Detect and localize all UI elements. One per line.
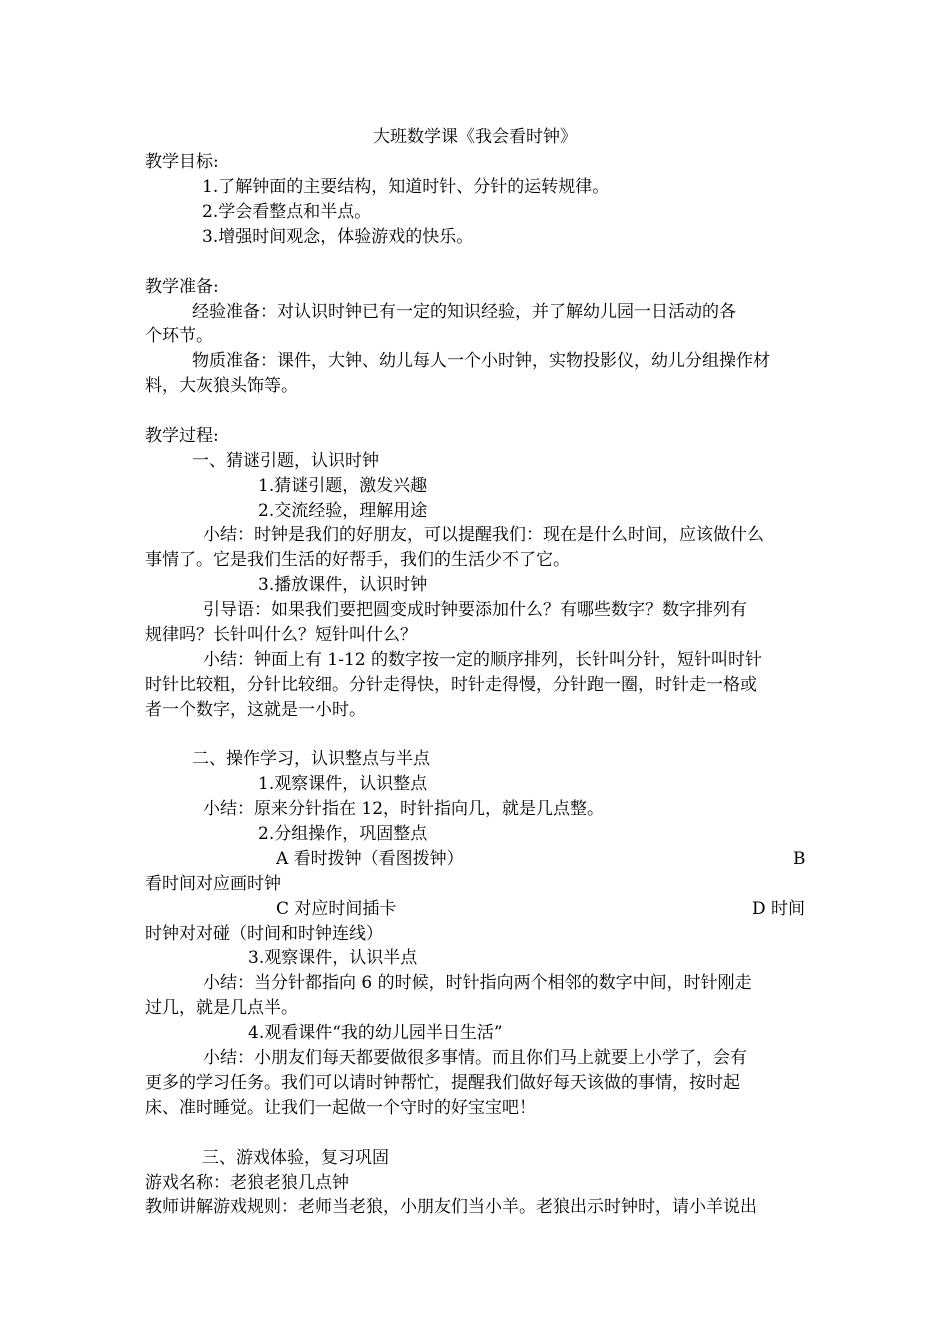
prep-experience-line2: 个环节。 (145, 326, 213, 346)
part3-rules-line1: 教师讲解游戏规则：老师当老狼，小朋友们当小羊。老狼出示时钟时，请小羊说出 (145, 1197, 757, 1217)
prep-material-line2: 料，大灰狼头饰等。 (145, 376, 298, 396)
part2-step4: 4.观看课件“我的幼儿园半日生活” (248, 1023, 503, 1043)
part2-step1: 1.观察课件，认识整点 (258, 774, 428, 794)
part2-option-b-text: 看时间对应画时钟 (145, 874, 281, 894)
page-title: 大班数学课《我会看时钟》 (373, 127, 577, 147)
part2-option-d-text: 时钟对对碰（时间和时钟连线） (145, 924, 383, 944)
part2-summary3-line1: 小结：小朋友们每天都要做很多事情。而且你们马上就要上小学了，会有 (203, 1048, 747, 1068)
part2-option-b-letter: B (793, 849, 806, 869)
part2-summary2-line2: 过几，就是几点半。 (145, 998, 298, 1018)
part2-step2: 2.分组操作，巩固整点 (258, 824, 428, 844)
part1-summary2-line3: 者一个数字，这就是一小时。 (145, 700, 366, 720)
part1-summary1-line1: 小结：时钟是我们的好朋友，可以提醒我们：现在是什么时间，应该做什么 (203, 525, 764, 545)
prep-heading: 教学准备: (145, 277, 219, 297)
part2-option-d-head: D 时间 (752, 899, 806, 919)
part1-step2: 2.交流经验，理解用途 (258, 501, 428, 521)
part1-title: 一、猜谜引题，认识时钟 (192, 451, 379, 471)
part2-option-a: A 看时拨钟（看图拨钟） (276, 849, 464, 869)
prep-experience-line1: 经验准备：对认识时钟已有一定的知识经验，并了解幼儿园一日活动的各 (192, 302, 736, 322)
part1-guide-line1: 引导语：如果我们要把圆变成时钟要添加什么？有哪些数字？数字排列有 (203, 600, 747, 620)
part3-title: 三、游戏体验，复习巩固 (202, 1148, 389, 1168)
goals-heading: 教学目标: (145, 152, 219, 172)
part3-game-name: 游戏名称：老狼老狼几点钟 (145, 1173, 349, 1193)
part2-summary3-line3: 床、准时睡觉。让我们一起做一个守时的好宝宝吧！ (145, 1098, 536, 1118)
part2-option-c: C 对应时间插卡 (276, 899, 397, 919)
part2-summary1: 小结：原来分针指在 12，时针指向几，就是几点整。 (203, 799, 605, 819)
goal-item-1: 1.了解钟面的主要结构，知道时针、分针的运转规律。 (202, 177, 610, 197)
part1-summary2-line2: 时针比较粗，分针比较细。分针走得快，时针走得慢，分针跑一圈，时针走一格或 (145, 675, 757, 695)
part1-summary1-line2: 事情了。它是我们生活的好帮手，我们的生活少不了它。 (145, 550, 570, 570)
part1-step1: 1.猜谜引题，激发兴趣 (258, 476, 428, 496)
goal-item-2: 2.学会看整点和半点。 (202, 202, 372, 222)
part2-title: 二、操作学习，认识整点与半点 (192, 749, 430, 769)
part1-guide-line2: 规律吗？长针叫什么？短针叫什么？ (145, 625, 417, 645)
part1-summary2-line1: 小结：钟面上有 1-12 的数字按一定的顺序排列，长针叫分针，短针叫时针 (203, 650, 762, 670)
part2-summary2-line1: 小结：当分针都指向 6 的时候，时针指向两个相邻的数字中间，时针刚走 (203, 973, 752, 993)
process-heading: 教学过程: (145, 426, 219, 446)
prep-material-line1: 物质准备：课件，大钟、幼儿每人一个小时钟，实物投影仪，幼儿分组操作材 (192, 351, 770, 371)
part2-summary3-line2: 更多的学习任务。我们可以请时钟帮忙，提醒我们做好每天该做的事情，按时起 (145, 1073, 740, 1093)
part2-step3: 3.观察课件，认识半点 (248, 948, 418, 968)
part1-step3: 3.播放课件，认识时钟 (258, 575, 428, 595)
goal-item-3: 3.增强时间观念，体验游戏的快乐。 (202, 227, 474, 247)
